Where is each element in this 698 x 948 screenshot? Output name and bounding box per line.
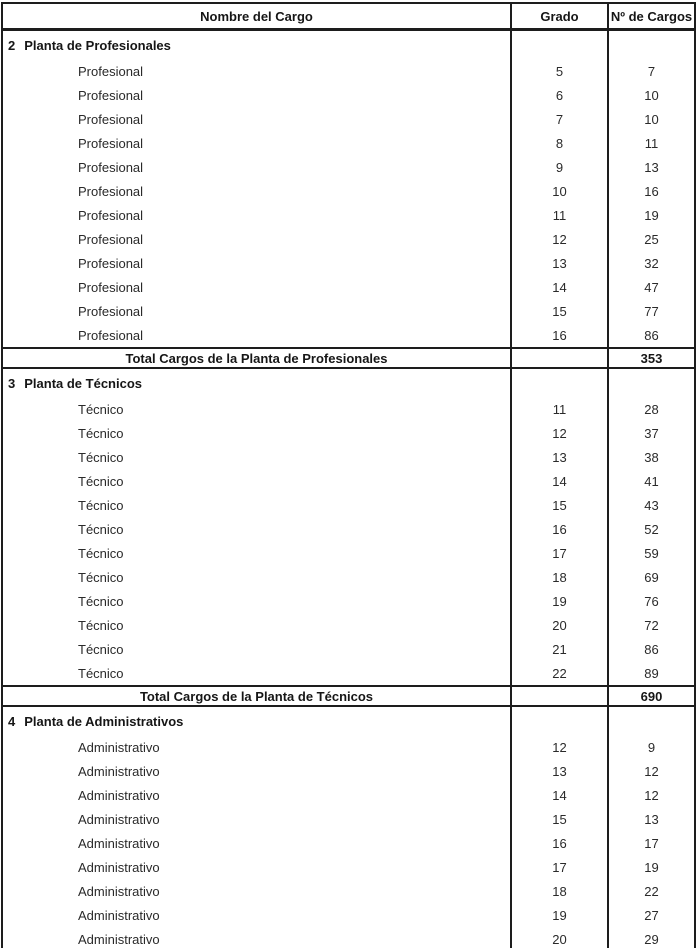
cargo-name-cell: Técnico [78, 545, 124, 561]
grado-value-cell: 11 [511, 203, 608, 227]
cargo-name-cell: Técnico [78, 641, 124, 657]
section-total-label: Total Cargos de la Planta de Técnicos [2, 686, 511, 706]
cargo-name-cell: Técnico [78, 473, 124, 489]
num-cargos-value-cell: 77 [608, 299, 695, 323]
section-title: Planta de Técnicos [24, 375, 142, 391]
section-header-cell [2, 706, 511, 735]
num-cargos-value-cell: 22 [608, 879, 695, 903]
num-cargos-value-cell: 10 [608, 107, 695, 131]
table-row [2, 493, 695, 517]
section-header-row [2, 368, 695, 397]
num-cargos-value-cell: 11 [608, 131, 695, 155]
table-row [2, 661, 695, 686]
cargo-name-cell: Profesional [78, 207, 144, 223]
table-row [2, 179, 695, 203]
table-row [2, 469, 695, 493]
num-cargos-value-cell: 89 [608, 661, 695, 686]
section-header-cell [2, 368, 511, 397]
num-cargos-value-cell: 86 [608, 637, 695, 661]
table-row [2, 855, 695, 879]
grado-value-cell: 15 [511, 493, 608, 517]
column-header-num-de-cargos: Nº de Cargos [608, 3, 695, 30]
table-row [2, 759, 695, 783]
section-header-row [2, 706, 695, 735]
grado-value-cell: 14 [511, 469, 608, 493]
grado-value-cell: 18 [511, 879, 608, 903]
section-cargos-cell-empty [608, 706, 695, 735]
grado-value-cell: 20 [511, 927, 608, 948]
table-row [2, 903, 695, 927]
table-row [2, 783, 695, 807]
section-header-cell [2, 30, 511, 60]
section-total-label: Total Cargos de la Planta de Profesionales [2, 348, 511, 368]
table-row [2, 589, 695, 613]
cargo-name-cell: Técnico [78, 425, 124, 441]
total-grado-cell-empty [511, 348, 608, 368]
column-header-nombre-del-cargo: Nombre del Cargo [2, 3, 511, 30]
table-row [2, 541, 695, 565]
table-row [2, 227, 695, 251]
section-number: 2 [8, 37, 16, 53]
cargo-name-cell: Administrativo [78, 859, 160, 875]
table-row [2, 879, 695, 903]
section-cargos-cell-empty [608, 368, 695, 397]
table-row [2, 637, 695, 661]
section-grado-cell-empty [511, 368, 608, 397]
cargo-name-cell: Profesional [78, 183, 144, 199]
num-cargos-value-cell: 16 [608, 179, 695, 203]
num-cargos-value-cell: 38 [608, 445, 695, 469]
num-cargos-value-cell: 37 [608, 421, 695, 445]
table-row [2, 397, 695, 421]
grado-value-cell: 20 [511, 613, 608, 637]
cargo-name-cell: Técnico [78, 449, 124, 465]
grado-value-cell: 10 [511, 179, 608, 203]
num-cargos-value-cell: 9 [608, 735, 695, 759]
num-cargos-value-cell: 17 [608, 831, 695, 855]
table-body [2, 30, 695, 948]
num-cargos-value-cell: 72 [608, 613, 695, 637]
cargo-name-cell: Técnico [78, 521, 124, 537]
cargo-name-cell: Administrativo [78, 835, 160, 851]
num-cargos-value-cell: 13 [608, 807, 695, 831]
section-total-value: 690 [608, 686, 695, 706]
num-cargos-value-cell: 69 [608, 565, 695, 589]
section-title: Planta de Profesionales [24, 37, 171, 53]
cargo-name-cell: Administrativo [78, 811, 160, 827]
table-row [2, 927, 695, 948]
table-row [2, 251, 695, 275]
cargo-name-cell: Administrativo [78, 907, 160, 923]
cargo-name-cell: Administrativo [78, 787, 160, 803]
num-cargos-value-cell: 59 [608, 541, 695, 565]
section-total-value: 353 [608, 348, 695, 368]
cargo-name-cell: Profesional [78, 87, 144, 103]
cargo-name-cell: Profesional [78, 303, 144, 319]
grado-value-cell: 16 [511, 323, 608, 348]
grado-value-cell: 21 [511, 637, 608, 661]
table-row [2, 107, 695, 131]
table-row [2, 421, 695, 445]
grado-value-cell: 6 [511, 83, 608, 107]
table-row [2, 831, 695, 855]
cargo-name-cell: Profesional [78, 135, 144, 151]
grado-value-cell: 12 [511, 227, 608, 251]
section-total-row [2, 348, 695, 368]
num-cargos-value-cell: 76 [608, 589, 695, 613]
grado-value-cell: 7 [511, 107, 608, 131]
table-row [2, 203, 695, 227]
num-cargos-value-cell: 12 [608, 783, 695, 807]
table-row [2, 299, 695, 323]
grado-value-cell: 8 [511, 131, 608, 155]
staff-positions-table [1, 2, 696, 948]
grado-value-cell: 5 [511, 59, 608, 83]
table-row [2, 517, 695, 541]
table-row [2, 155, 695, 179]
cargo-name-cell: Técnico [78, 665, 124, 681]
cargo-name-cell: Profesional [78, 111, 144, 127]
table-row [2, 735, 695, 759]
cargo-name-cell: Administrativo [78, 883, 160, 899]
cargo-name-cell: Profesional [78, 159, 144, 175]
table-row [2, 83, 695, 107]
grado-value-cell: 17 [511, 855, 608, 879]
cargo-name-cell: Profesional [78, 231, 144, 247]
grado-value-cell: 11 [511, 397, 608, 421]
table-row [2, 275, 695, 299]
num-cargos-value-cell: 19 [608, 855, 695, 879]
num-cargos-value-cell: 47 [608, 275, 695, 299]
grado-value-cell: 15 [511, 807, 608, 831]
cargo-name-cell: Profesional [78, 279, 144, 295]
cargo-name-cell: Administrativo [78, 763, 160, 779]
cargo-name-cell: Técnico [78, 617, 124, 633]
section-number: 3 [8, 375, 16, 391]
cargo-name-cell: Profesional [78, 327, 144, 343]
grado-value-cell: 19 [511, 589, 608, 613]
cargo-name-cell: Administrativo [78, 931, 160, 947]
table-row [2, 323, 695, 348]
num-cargos-value-cell: 28 [608, 397, 695, 421]
num-cargos-value-cell: 19 [608, 203, 695, 227]
grado-value-cell: 14 [511, 783, 608, 807]
cargo-name-cell: Administrativo [78, 739, 160, 755]
grado-value-cell: 9 [511, 155, 608, 179]
table-header-row [2, 3, 695, 30]
num-cargos-value-cell: 29 [608, 927, 695, 948]
num-cargos-value-cell: 10 [608, 83, 695, 107]
grado-value-cell: 13 [511, 251, 608, 275]
num-cargos-value-cell: 43 [608, 493, 695, 517]
num-cargos-value-cell: 32 [608, 251, 695, 275]
table-row [2, 807, 695, 831]
num-cargos-value-cell: 41 [608, 469, 695, 493]
num-cargos-value-cell: 52 [608, 517, 695, 541]
grado-value-cell: 13 [511, 445, 608, 469]
section-total-row [2, 686, 695, 706]
num-cargos-value-cell: 27 [608, 903, 695, 927]
cargo-name-cell: Técnico [78, 401, 124, 417]
column-header-grado: Grado [511, 3, 608, 30]
section-number: 4 [8, 713, 16, 729]
grado-value-cell: 14 [511, 275, 608, 299]
num-cargos-value-cell: 7 [608, 59, 695, 83]
num-cargos-value-cell: 13 [608, 155, 695, 179]
table-row [2, 445, 695, 469]
section-header-row [2, 30, 695, 60]
grado-value-cell: 16 [511, 831, 608, 855]
table-row [2, 565, 695, 589]
grado-value-cell: 13 [511, 759, 608, 783]
cargo-name-cell: Profesional [78, 63, 144, 79]
grado-value-cell: 22 [511, 661, 608, 686]
num-cargos-value-cell: 25 [608, 227, 695, 251]
grado-value-cell: 17 [511, 541, 608, 565]
section-grado-cell-empty [511, 30, 608, 60]
table-row [2, 59, 695, 83]
total-grado-cell-empty [511, 686, 608, 706]
grado-value-cell: 16 [511, 517, 608, 541]
section-grado-cell-empty [511, 706, 608, 735]
cargo-name-cell: Técnico [78, 593, 124, 609]
num-cargos-value-cell: 12 [608, 759, 695, 783]
cargo-name-cell: Profesional [78, 255, 144, 271]
cargo-name-cell: Técnico [78, 497, 124, 513]
grado-value-cell: 12 [511, 735, 608, 759]
section-title: Planta de Administrativos [24, 713, 184, 729]
table-row [2, 131, 695, 155]
grado-value-cell: 18 [511, 565, 608, 589]
section-cargos-cell-empty [608, 30, 695, 60]
grado-value-cell: 15 [511, 299, 608, 323]
num-cargos-value-cell: 86 [608, 323, 695, 348]
grado-value-cell: 19 [511, 903, 608, 927]
document-page [0, 2, 698, 948]
table-row [2, 613, 695, 637]
cargo-name-cell: Técnico [78, 569, 124, 585]
grado-value-cell: 12 [511, 421, 608, 445]
